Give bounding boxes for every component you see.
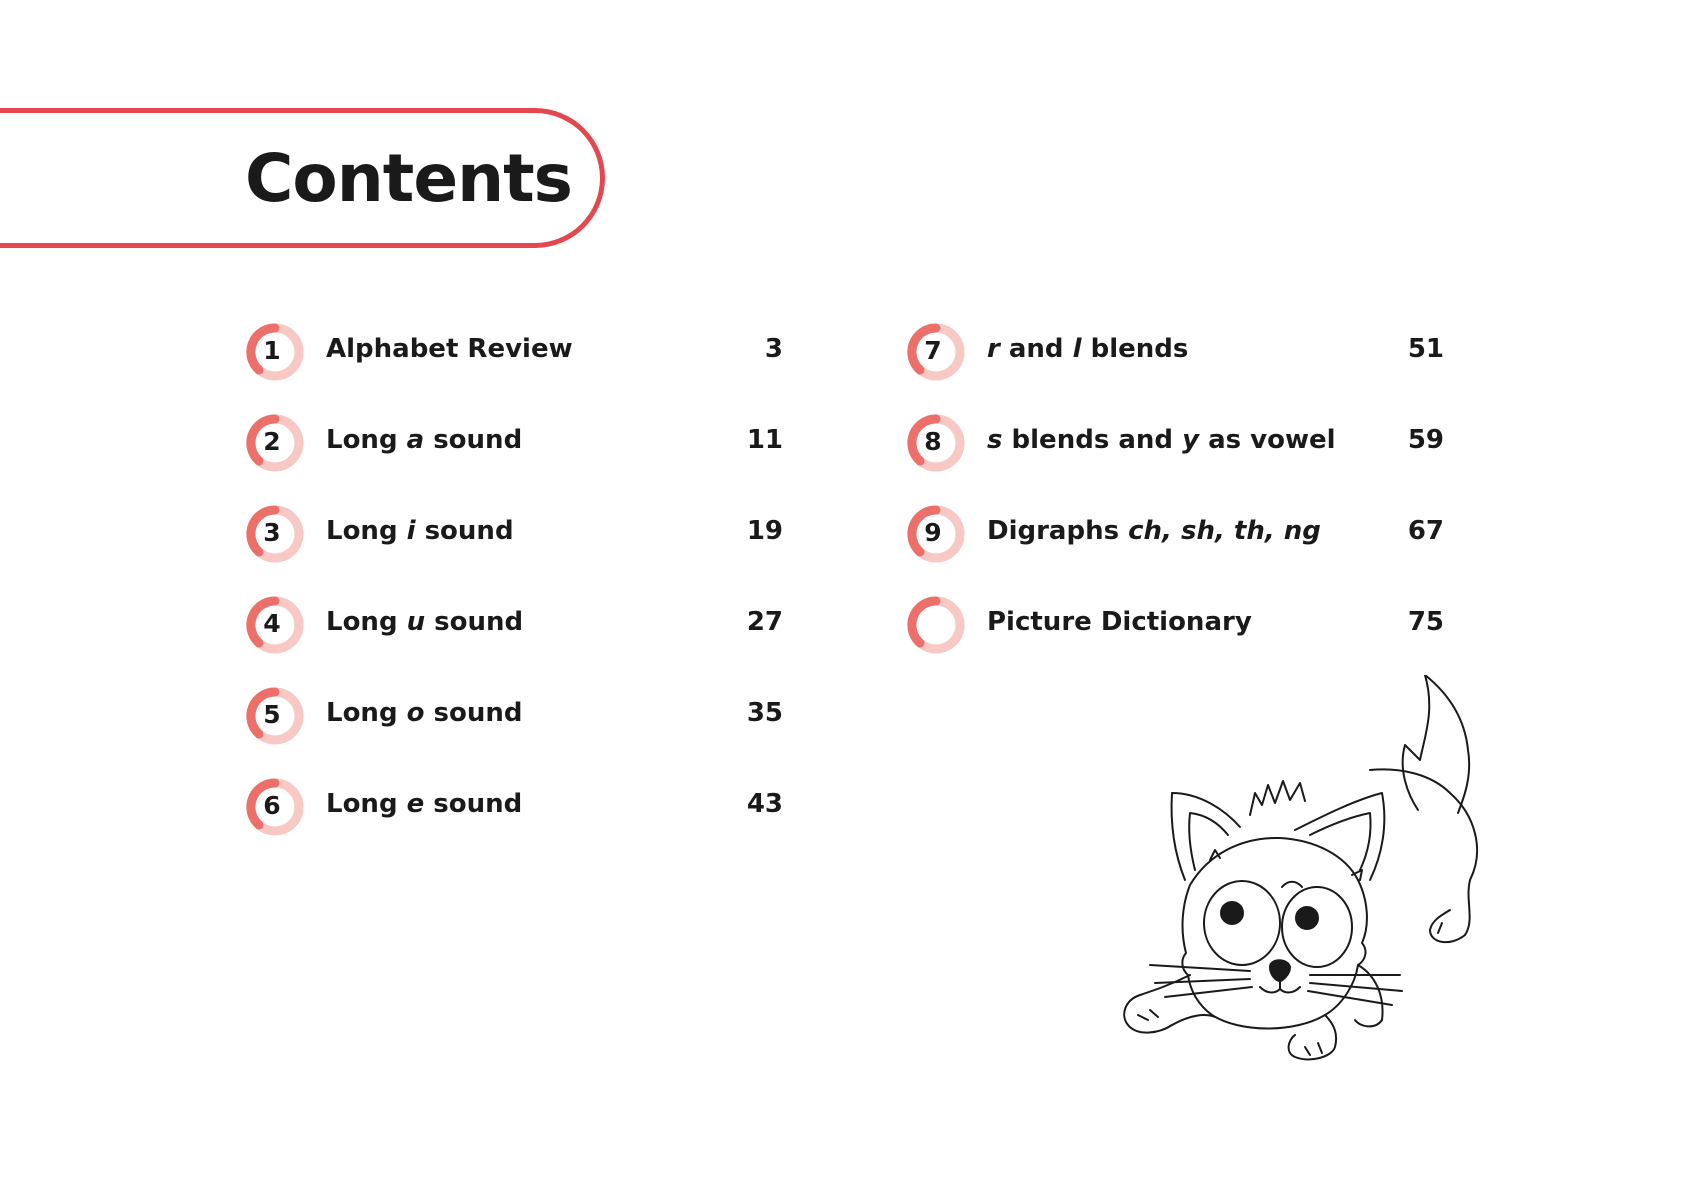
cat-illustration xyxy=(1120,675,1520,1115)
contents-entry[interactable] xyxy=(245,777,783,868)
contents-entry[interactable] xyxy=(245,322,783,413)
contents-left-column xyxy=(245,322,783,868)
contents-entry[interactable] xyxy=(906,322,1444,413)
chapter-title: r and l blends xyxy=(987,334,1189,364)
chapter-title: Long e sound xyxy=(326,789,523,819)
contents-entry[interactable] xyxy=(245,504,783,595)
page-number: 19 xyxy=(746,516,783,546)
chapter-number: 4 xyxy=(263,609,281,638)
page-number: 35 xyxy=(746,698,783,728)
page-title: Contents xyxy=(245,140,572,217)
chapter-number xyxy=(906,595,960,655)
page-number: 51 xyxy=(1407,334,1444,364)
page-number: 27 xyxy=(746,607,783,637)
chapter-number: 8 xyxy=(924,427,942,456)
page-number: 43 xyxy=(746,789,783,819)
chapter-number: 2 xyxy=(263,427,281,456)
page-number: 67 xyxy=(1407,516,1444,546)
chapter-title: Long o sound xyxy=(326,698,523,728)
page-number: 59 xyxy=(1407,425,1444,455)
chapter-title: Alphabet Review xyxy=(326,334,573,364)
chapter-title: Long u sound xyxy=(326,607,524,637)
contents-entry[interactable] xyxy=(906,595,1444,686)
chapter-title: Digraphs ch, sh, th, ng xyxy=(987,516,1321,546)
contents-entry[interactable] xyxy=(245,413,783,504)
contents-entry[interactable] xyxy=(245,686,783,777)
chapter-title: Long a sound xyxy=(326,425,523,455)
chapter-title: Long i sound xyxy=(326,516,514,546)
page-number: 75 xyxy=(1407,607,1444,637)
chapter-number: 9 xyxy=(924,518,942,547)
chapter-number: 1 xyxy=(263,336,281,365)
contents-entry[interactable] xyxy=(245,595,783,686)
chapter-number: 6 xyxy=(263,791,281,820)
contents-entry[interactable] xyxy=(906,504,1444,595)
contents-right-column xyxy=(906,322,1444,686)
chapter-number: 7 xyxy=(924,336,942,365)
page-number: 3 xyxy=(764,334,783,364)
chapter-number: 3 xyxy=(263,518,281,547)
chapter-title: Picture Dictionary xyxy=(987,607,1252,637)
page-number: 11 xyxy=(746,425,783,455)
contents-entry[interactable] xyxy=(906,413,1444,504)
chapter-title: s blends and y as vowel xyxy=(987,425,1336,455)
chapter-number: 5 xyxy=(263,700,281,729)
